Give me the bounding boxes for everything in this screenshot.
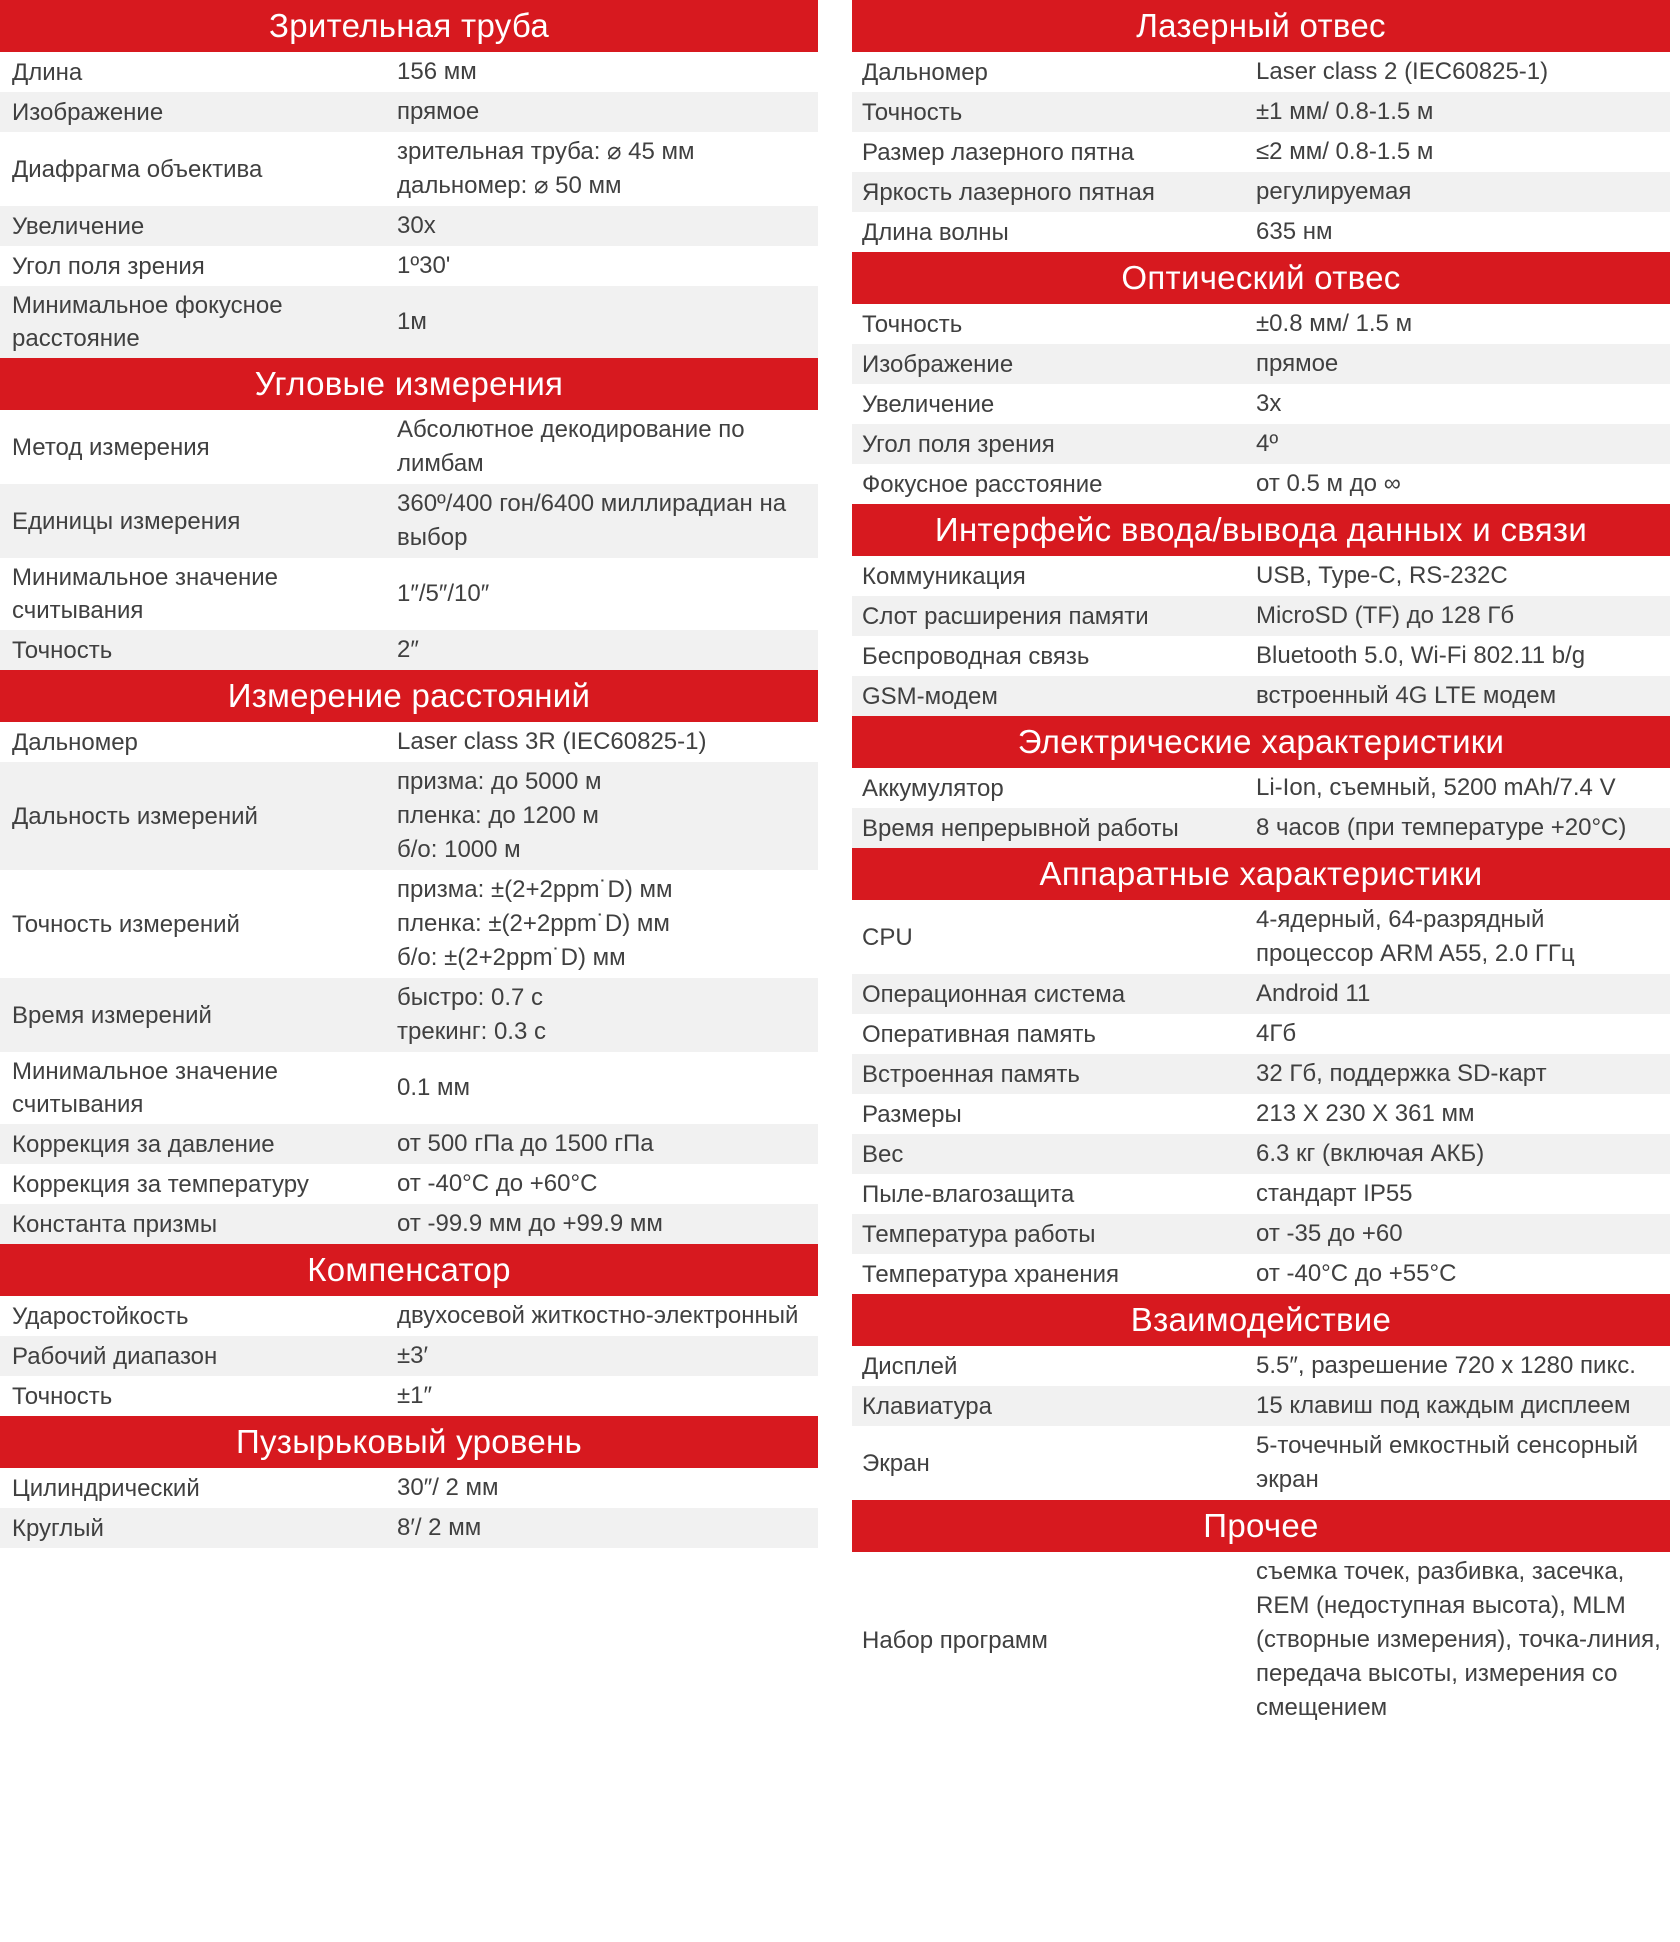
section-title: Оптический отвес xyxy=(852,252,1670,304)
spec-value xyxy=(385,95,818,129)
spec-label: Константа призмы xyxy=(12,1210,218,1238)
spec-row xyxy=(852,596,1670,636)
spec-label: Вес xyxy=(862,1140,904,1168)
spec-label: Метод измерения xyxy=(12,433,210,461)
spec-value-line: Laser class 2 (IEC60825-1) xyxy=(1256,58,1549,85)
section-title: Зрительная труба xyxy=(0,0,818,52)
spec-label: Точность измерений xyxy=(12,910,240,938)
spec-value-line: стандарт IP55 xyxy=(1256,1180,1413,1207)
spec-value-line: 30х xyxy=(397,212,436,239)
spec-row xyxy=(852,636,1670,676)
spec-value xyxy=(385,633,818,667)
spec-value xyxy=(1244,387,1670,421)
spec-label: Время непрерывной работы xyxy=(862,814,1179,842)
spec-value-line: 4º xyxy=(1256,430,1279,457)
section-title: Угловые измерения xyxy=(0,358,818,410)
spec-value-line: 5-точечный емкостный сенсорный экран xyxy=(1256,1432,1639,1493)
spec-label: Температура хранения xyxy=(862,1260,1119,1288)
spec-row xyxy=(852,1134,1670,1174)
spec-label: Минимальное значение считывания xyxy=(12,1058,278,1118)
spec-label: Яркость лазерного пятная xyxy=(862,178,1155,206)
spec-row xyxy=(852,1254,1670,1294)
spec-label: Цилиндрический xyxy=(12,1474,200,1502)
spec-row xyxy=(0,1468,818,1508)
section-title: Пузырьковый уровень xyxy=(0,1416,818,1468)
spec-value xyxy=(1244,559,1670,593)
spec-value-line: 30″/ 2 мм xyxy=(397,1474,499,1501)
spec-label: Слот расширения памяти xyxy=(862,602,1149,630)
spec-value xyxy=(1244,1429,1670,1497)
spec-value xyxy=(1244,1097,1670,1131)
spec-value-line: 1º30' xyxy=(397,252,451,279)
spec-label: Точность xyxy=(862,310,963,338)
spec-label: Клавиатура xyxy=(862,1392,992,1420)
spec-value xyxy=(1244,1057,1670,1091)
spec-value-line: от -40°C до +60°C xyxy=(397,1170,598,1197)
spec-value xyxy=(385,209,818,243)
spec-row xyxy=(852,1214,1670,1254)
spec-value xyxy=(385,873,818,975)
spec-row xyxy=(0,1296,818,1336)
spec-label: Фокусное расстояние xyxy=(862,470,1103,498)
spec-value-line: зрительная труба: ⌀ 45 мм xyxy=(397,138,695,165)
section-title: Взаимодействие xyxy=(852,1294,1670,1346)
spec-label: Изображение xyxy=(862,350,1014,378)
spec-value-line: быстро: 0.7 с xyxy=(397,984,544,1011)
spec-value-line: призма: ±(2+2ppm˙D) мм xyxy=(397,876,673,903)
section-title: Лазерный отвес xyxy=(852,0,1670,52)
spec-label: Круглый xyxy=(12,1514,104,1542)
spec-value-line: пленка: ±(2+2ppm˙D) мм xyxy=(397,910,670,937)
spec-value-line: 0.1 мм xyxy=(397,1074,471,1101)
spec-section xyxy=(852,848,1670,1294)
spec-value xyxy=(1244,95,1670,129)
spec-label: Оперативная память xyxy=(862,1020,1096,1048)
spec-value-line: б/о: ±(2+2ppm˙D) мм xyxy=(397,944,626,971)
spec-label: Размер лазерного пятна xyxy=(862,138,1135,166)
spec-value xyxy=(1244,175,1670,209)
spec-section xyxy=(0,1244,818,1416)
spec-value-line: прямое xyxy=(397,98,480,125)
spec-value-line: регулируемая xyxy=(1256,178,1412,205)
spec-label: Размеры xyxy=(862,1100,962,1128)
spec-row xyxy=(0,558,818,630)
spec-label: Точность xyxy=(12,1382,113,1410)
spec-row xyxy=(852,556,1670,596)
spec-value-line: двухосевой житкостно-электронный xyxy=(397,1302,799,1329)
spec-label: Изображение xyxy=(12,98,164,126)
spec-label: Диафрагма объектива xyxy=(12,155,263,183)
spec-value-line: 1″/5″/10″ xyxy=(397,580,490,607)
spec-row xyxy=(852,900,1670,974)
spec-row xyxy=(852,464,1670,504)
spec-row xyxy=(852,1014,1670,1054)
spec-value-line: ±1 мм/ 0.8-1.5 м xyxy=(1256,98,1434,125)
spec-value xyxy=(1244,215,1670,249)
spec-row xyxy=(852,676,1670,716)
spec-row xyxy=(0,484,818,558)
spec-value xyxy=(1244,1217,1670,1251)
spec-label: Дисплей xyxy=(862,1352,958,1380)
spec-label: Беспроводная связь xyxy=(862,642,1090,670)
spec-value xyxy=(1244,307,1670,341)
spec-value xyxy=(385,1339,818,1373)
spec-value-line: 213 X 230 X 361 мм xyxy=(1256,1100,1475,1127)
spec-row xyxy=(0,52,818,92)
spec-label: Длина волны xyxy=(862,218,1009,246)
spec-row xyxy=(852,1174,1670,1214)
spec-value xyxy=(385,1379,818,1413)
spec-value-line: 4-ядерный, 64-разрядный xyxy=(1256,906,1545,933)
spec-section xyxy=(852,0,1670,252)
spec-section xyxy=(0,670,818,1244)
spec-value xyxy=(1244,1137,1670,1171)
spec-value xyxy=(385,1167,818,1201)
spec-row xyxy=(852,132,1670,172)
spec-label: Дальномер xyxy=(12,728,138,756)
spec-row xyxy=(0,410,818,484)
spec-value-line: б/о: 1000 м xyxy=(397,836,521,863)
spec-value-line: трекинг: 0.3 с xyxy=(397,1018,546,1045)
section-title: Электрические характеристики xyxy=(852,716,1670,768)
spec-label: Ударостойкость xyxy=(12,1302,189,1330)
spec-value xyxy=(385,765,818,867)
spec-value-line: Android 11 xyxy=(1256,980,1371,1007)
spec-row xyxy=(0,762,818,870)
spec-value xyxy=(1244,1257,1670,1291)
spec-label: Пыле-влагозащита xyxy=(862,1180,1075,1208)
spec-value xyxy=(385,413,818,481)
spec-value-line: ±0.8 мм/ 1.5 м xyxy=(1256,310,1413,337)
section-title: Компенсатор xyxy=(0,1244,818,1296)
spec-value-line: MicroSD (TF) до 128 Гб xyxy=(1256,602,1515,629)
spec-row xyxy=(0,1204,818,1244)
spec-value-line: 3х xyxy=(1256,390,1282,417)
spec-value-line: 156 мм xyxy=(397,58,477,85)
spec-label: Единицы измерения xyxy=(12,507,241,535)
spec-section xyxy=(852,1294,1670,1500)
spec-value xyxy=(1244,347,1670,381)
spec-row xyxy=(852,424,1670,464)
spec-value xyxy=(385,305,818,339)
spec-row xyxy=(0,1124,818,1164)
spec-value xyxy=(385,1071,818,1105)
spec-value-line: призма: до 5000 м xyxy=(397,768,602,795)
spec-row xyxy=(852,92,1670,132)
spec-value-line: прямое xyxy=(1256,350,1339,377)
spec-value-line: от -35 до +60 xyxy=(1256,1220,1403,1247)
spec-section xyxy=(0,358,818,670)
spec-value xyxy=(1244,771,1670,805)
spec-value xyxy=(1244,599,1670,633)
spec-value-line: встроенный 4G LTE модем xyxy=(1256,682,1557,709)
spec-label: GSM-модем xyxy=(862,682,998,710)
spec-value xyxy=(1244,679,1670,713)
spec-row xyxy=(852,212,1670,252)
section-title: Прочее xyxy=(852,1500,1670,1552)
spec-value-line: от -99.9 мм до +99.9 мм xyxy=(397,1210,663,1237)
spec-row xyxy=(0,630,818,670)
spec-label: Точность xyxy=(862,98,963,126)
spec-label: Температура работы xyxy=(862,1220,1096,1248)
spec-value xyxy=(385,1471,818,1505)
spec-label: Коммуникация xyxy=(862,562,1026,590)
spec-value xyxy=(385,249,818,283)
spec-value-line: Bluetooth 5.0, Wi-Fi 802.11 b/g xyxy=(1256,642,1586,669)
spec-row xyxy=(852,1552,1670,1728)
spec-row xyxy=(852,1386,1670,1426)
spec-value-line: 5.5″, разрешение 720 x 1280 пикс. xyxy=(1256,1352,1636,1379)
spec-value-line: от 500 гПа до 1500 гПа xyxy=(397,1130,654,1157)
spec-value-line: 8′/ 2 мм xyxy=(397,1514,482,1541)
spec-row xyxy=(852,304,1670,344)
spec-section xyxy=(0,0,818,358)
spec-row xyxy=(0,870,818,978)
spec-value-line: от -40°C до +55°C xyxy=(1256,1260,1457,1287)
spec-value xyxy=(1244,1177,1670,1211)
spec-value-line: ±3′ xyxy=(397,1342,429,1369)
spec-section xyxy=(852,252,1670,504)
spec-value xyxy=(385,135,818,203)
spec-value-line: 8 часов (при температуре +20°C) xyxy=(1256,814,1627,841)
spec-value xyxy=(1244,977,1670,1011)
spec-value xyxy=(385,725,818,759)
spec-row xyxy=(0,286,818,358)
left-spec-column xyxy=(0,0,818,1548)
spec-value-line: 32 Гб, поддержка SD-карт xyxy=(1256,1060,1547,1087)
spec-row xyxy=(852,768,1670,808)
spec-value-line: пленка: до 1200 м xyxy=(397,802,599,829)
spec-value xyxy=(385,577,818,611)
spec-value-line: Laser class 3R (IEC60825-1) xyxy=(397,728,707,755)
spec-label: Операционная система xyxy=(862,980,1126,1008)
spec-value xyxy=(1244,1555,1670,1725)
spec-value-line: ±1″ xyxy=(397,1382,433,1409)
spec-value-line: 15 клавиш под каждым дисплеем xyxy=(1256,1392,1631,1419)
spec-value-line: 360º/400 гон/6400 миллирадиан на выбор xyxy=(397,490,787,551)
spec-value xyxy=(1244,1349,1670,1383)
spec-row xyxy=(852,974,1670,1014)
spec-section xyxy=(852,504,1670,716)
spec-value xyxy=(385,981,818,1049)
spec-value-line: Li-Ion, съемный, 5200 mAh/7.4 V xyxy=(1256,774,1616,801)
section-title: Интерфейс ввода/вывода данных и связи xyxy=(852,504,1670,556)
spec-label: Набор программ xyxy=(862,1626,1048,1654)
spec-label: Аккумулятор xyxy=(862,774,1004,802)
spec-row xyxy=(0,978,818,1052)
spec-value-line: 1м xyxy=(397,308,427,335)
spec-value-line: от 0.5 м до ∞ xyxy=(1256,470,1401,497)
spec-value xyxy=(385,1127,818,1161)
spec-label: Увеличение xyxy=(862,390,995,418)
spec-row xyxy=(0,92,818,132)
spec-value xyxy=(1244,1389,1670,1423)
spec-section xyxy=(0,1416,818,1548)
spec-row xyxy=(852,1094,1670,1134)
spec-row xyxy=(852,384,1670,424)
spec-row xyxy=(0,1336,818,1376)
spec-label: Время измерений xyxy=(12,1001,212,1029)
spec-value-line: 635 нм xyxy=(1256,218,1333,245)
spec-label: Дальность измерений xyxy=(12,802,258,830)
spec-value xyxy=(1244,903,1670,971)
spec-label: Угол поля зрения xyxy=(862,430,1055,458)
spec-row xyxy=(0,1164,818,1204)
spec-label: Экран xyxy=(862,1449,930,1477)
spec-value xyxy=(1244,639,1670,673)
spec-section xyxy=(852,716,1670,848)
spec-value-line: дальномер: ⌀ 50 мм xyxy=(397,172,622,199)
spec-row xyxy=(0,206,818,246)
spec-label: Коррекция за давление xyxy=(12,1130,275,1158)
section-title: Аппаратные характеристики xyxy=(852,848,1670,900)
spec-row xyxy=(852,52,1670,92)
spec-row xyxy=(0,132,818,206)
spec-value xyxy=(1244,135,1670,169)
spec-value-line: съемка точек, разбивка, засечка, REM (недоступная высота), MLM (створные измерения), точка-линия, передача высоты, измерения со смещением xyxy=(1256,1558,1661,1721)
spec-value-line: 2″ xyxy=(397,636,419,663)
spec-value xyxy=(1244,467,1670,501)
spec-label: Точность xyxy=(12,636,113,664)
spec-value xyxy=(1244,55,1670,89)
spec-label: Минимальное значение считывания xyxy=(12,564,278,624)
spec-label: Увеличение xyxy=(12,212,145,240)
spec-row xyxy=(0,1508,818,1548)
spec-row xyxy=(852,1346,1670,1386)
spec-row xyxy=(0,1376,818,1416)
spec-label: Минимальное фокусное расстояние xyxy=(12,292,283,352)
spec-value-line: 6.3 кг (включая АКБ) xyxy=(1256,1140,1485,1167)
spec-label: Угол поля зрения xyxy=(12,252,205,280)
spec-value xyxy=(385,1299,818,1333)
spec-value-line: процессор ARM A55, 2.0 ГГц xyxy=(1256,940,1575,967)
spec-value xyxy=(1244,1017,1670,1051)
spec-row xyxy=(852,172,1670,212)
right-spec-column xyxy=(852,0,1670,1728)
spec-row xyxy=(852,1054,1670,1094)
spec-value xyxy=(385,487,818,555)
spec-row xyxy=(0,246,818,286)
spec-row xyxy=(0,722,818,762)
spec-value xyxy=(385,1511,818,1545)
spec-value xyxy=(385,55,818,89)
spec-row xyxy=(852,344,1670,384)
spec-row xyxy=(0,1052,818,1124)
spec-value xyxy=(1244,427,1670,461)
spec-value xyxy=(1244,811,1670,845)
spec-row xyxy=(852,1426,1670,1500)
spec-label: Встроенная память xyxy=(862,1060,1080,1088)
spec-label: Коррекция за температуру xyxy=(12,1170,309,1198)
spec-value-line: 4Гб xyxy=(1256,1020,1297,1047)
spec-section xyxy=(852,1500,1670,1728)
spec-label: Рабочий диапазон xyxy=(12,1342,218,1370)
spec-value-line: ≤2 мм/ 0.8-1.5 м xyxy=(1256,138,1434,165)
spec-label: Длина xyxy=(12,58,83,86)
spec-row xyxy=(852,808,1670,848)
spec-value-line: USB, Type-C, RS-232C xyxy=(1256,562,1508,589)
spec-value-line: Абсолютное декодирование по лимбам xyxy=(397,416,745,477)
section-title: Измерение расстояний xyxy=(0,670,818,722)
spec-value xyxy=(385,1207,818,1241)
spec-label: CPU xyxy=(862,923,913,951)
spec-label: Дальномер xyxy=(862,58,988,86)
